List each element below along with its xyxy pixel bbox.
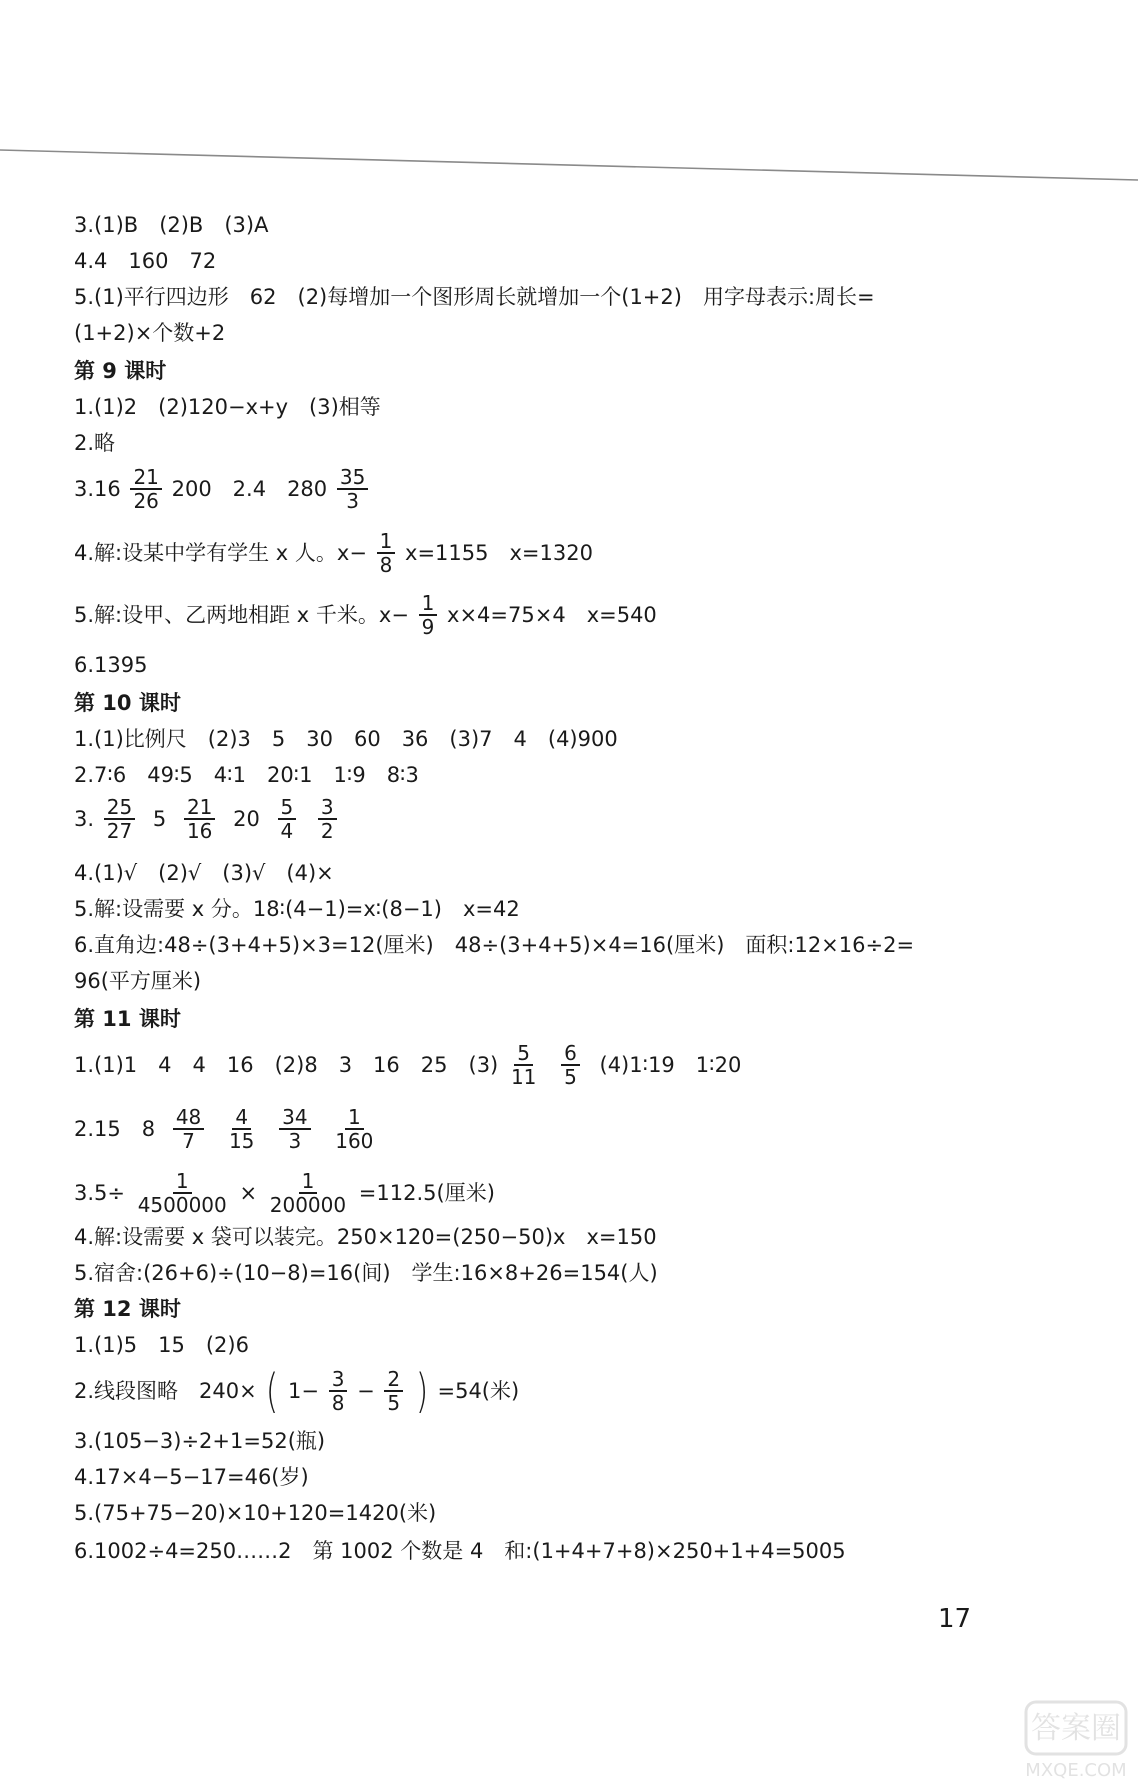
numerator: 5 bbox=[278, 796, 297, 820]
text-segment: 2.15 8 bbox=[74, 1117, 156, 1141]
watermark-logo bbox=[1020, 1696, 1132, 1784]
denominator: 7 bbox=[182, 1129, 195, 1153]
fraction bbox=[419, 592, 438, 638]
fraction bbox=[278, 796, 297, 842]
fraction bbox=[384, 1368, 403, 1414]
answer-line: 2.7∶6 49∶5 4∶1 20∶1 1∶9 8∶3 bbox=[74, 763, 419, 787]
answer-line: 4.解:设需要 x 袋可以装完。250×120=(250−50)x x=150 bbox=[74, 1225, 657, 1249]
text-segment: 1.(1)1 4 4 16 (2)8 3 16 25 (3) bbox=[74, 1053, 499, 1077]
svg-text:答案圈: 答案圈 bbox=[1031, 1711, 1121, 1746]
answer-line: 1.(1)5 15 (2)6 bbox=[74, 1333, 249, 1357]
denominator: 3 bbox=[346, 489, 359, 513]
fraction bbox=[377, 530, 396, 576]
answer-line: 6.直角边:48÷(3+4+5)×3=12(厘米) 48÷(3+4+5)×4=16(厘米) 面积:12×16÷2= bbox=[74, 933, 915, 957]
numerator: 1 bbox=[419, 592, 438, 616]
answer-line bbox=[74, 1106, 379, 1152]
answer-line: 6.1002÷4=250……2 第 1002 个数是 4 和:(1+4+7+8)×250+1+4=5005 bbox=[74, 1539, 846, 1563]
denominator: 200000 bbox=[269, 1193, 347, 1217]
fraction bbox=[329, 1368, 348, 1414]
fraction bbox=[104, 796, 135, 842]
fraction bbox=[561, 1042, 580, 1088]
left-paren: ( bbox=[266, 1364, 279, 1418]
denominator: 27 bbox=[106, 819, 133, 843]
numerator: 1 bbox=[173, 1170, 192, 1194]
denominator: 3 bbox=[288, 1129, 302, 1153]
numerator: 1 bbox=[299, 1170, 318, 1194]
numerator: 1 bbox=[345, 1106, 364, 1130]
text-segment: 5 bbox=[152, 807, 167, 831]
denominator: 160 bbox=[335, 1129, 374, 1153]
answer-line: 4.(1)√ (2)√ (3)√ (4)× bbox=[74, 861, 334, 885]
denominator: 9 bbox=[421, 615, 435, 639]
fraction bbox=[318, 796, 337, 842]
denominator: 5 bbox=[564, 1065, 577, 1089]
answer-line bbox=[74, 796, 340, 842]
section-heading: 第 9 课时 bbox=[74, 359, 167, 383]
answer-line: 3.(1)B (2)B (3)A bbox=[74, 213, 269, 237]
right-paren: ) bbox=[415, 1364, 429, 1418]
answer-line: 5.解:设需要 x 分。18∶(4−1)=x∶(8−1) x=42 bbox=[74, 897, 520, 921]
answer-line: 4.4 160 72 bbox=[74, 249, 217, 273]
denominator: 5 bbox=[387, 1391, 401, 1415]
denominator: 11 bbox=[510, 1065, 537, 1089]
fraction bbox=[226, 1106, 257, 1152]
numerator: 5 bbox=[514, 1042, 533, 1066]
fraction bbox=[135, 1170, 230, 1216]
text-segment: 200 2.4 280 bbox=[171, 477, 328, 501]
answer-line: 4.17×4−5−17=46(岁) bbox=[74, 1465, 309, 1489]
fraction bbox=[337, 466, 368, 512]
denominator: 4 bbox=[280, 819, 294, 843]
text-segment: × bbox=[239, 1181, 258, 1205]
header-rule bbox=[0, 146, 1138, 182]
answer-line: 5.(1)平行四边形 62 (2)每增加一个图形周长就增加一个(1+2) 用字母表示:周长= bbox=[74, 285, 875, 309]
section-heading: 第 11 课时 bbox=[74, 1007, 181, 1031]
text-segment: (4)1∶19 1∶20 bbox=[599, 1053, 742, 1077]
denominator: 8 bbox=[379, 553, 393, 577]
answer-line: 5.(75+75−20)×10+120=1420(米) bbox=[74, 1501, 437, 1525]
text-segment: x=1155 x=1320 bbox=[405, 541, 593, 565]
fraction bbox=[279, 1106, 310, 1152]
fraction bbox=[267, 1170, 349, 1216]
page-number: 17 bbox=[938, 1604, 972, 1634]
answer-line: 2.略 bbox=[74, 431, 116, 455]
svg-text:MXQE.COM: MXQE.COM bbox=[1025, 1760, 1127, 1781]
text-segment: x×4=75×4 x=540 bbox=[447, 603, 657, 627]
text-segment: 2.线段图略 240× bbox=[74, 1379, 257, 1403]
text-segment: 1− bbox=[288, 1379, 320, 1403]
text-segment: =112.5(厘米) bbox=[358, 1181, 495, 1205]
answer-line bbox=[74, 466, 371, 512]
answer-line: 6.1395 bbox=[74, 653, 148, 677]
numerator: 4 bbox=[232, 1106, 251, 1130]
numerator: 34 bbox=[279, 1106, 310, 1130]
denominator: 8 bbox=[331, 1391, 345, 1415]
numerator: 3 bbox=[329, 1368, 348, 1392]
fraction bbox=[130, 466, 161, 512]
section-heading: 第 12 课时 bbox=[74, 1297, 181, 1321]
fraction bbox=[508, 1042, 539, 1088]
denominator: 15 bbox=[228, 1129, 255, 1153]
denominator: 16 bbox=[186, 819, 213, 843]
numerator: 2 bbox=[384, 1368, 403, 1392]
numerator: 1 bbox=[377, 530, 396, 554]
text-segment: 3.16 bbox=[74, 477, 121, 501]
answer-line bbox=[74, 1042, 741, 1088]
denominator: 2 bbox=[320, 819, 334, 843]
text-segment: 20 bbox=[233, 807, 260, 831]
answer-line: 5.宿舍:(26+6)÷(10−8)=16(间) 学生:16×8+26=154(人) bbox=[74, 1261, 658, 1285]
answer-line bbox=[74, 1366, 519, 1416]
denominator: 26 bbox=[133, 489, 159, 513]
fraction bbox=[332, 1106, 376, 1152]
numerator: 48 bbox=[173, 1106, 204, 1130]
text-segment: − bbox=[357, 1379, 375, 1403]
text-segment: 4.解:设某中学有学生 x 人。x− bbox=[74, 541, 367, 565]
numerator: 3 bbox=[318, 796, 337, 820]
answer-line: (1+2)×个数+2 bbox=[74, 321, 226, 345]
denominator: 4500000 bbox=[137, 1193, 227, 1217]
numerator: 21 bbox=[184, 796, 215, 820]
text-segment: =54(米) bbox=[437, 1379, 520, 1403]
answer-line: 1.(1)2 (2)120−x+y (3)相等 bbox=[74, 395, 381, 419]
section-heading: 第 10 课时 bbox=[74, 691, 181, 715]
answer-line bbox=[74, 592, 657, 638]
answer-line: 96(平方厘米) bbox=[74, 969, 202, 993]
text-segment: 3. bbox=[74, 807, 95, 831]
numerator: 35 bbox=[337, 466, 368, 490]
numerator: 6 bbox=[561, 1042, 580, 1066]
numerator: 21 bbox=[130, 466, 161, 490]
answer-line: 1.(1)比例尺 (2)3 5 30 60 36 (3)7 4 (4)900 bbox=[74, 727, 618, 751]
fraction bbox=[173, 1106, 204, 1152]
answer-line bbox=[74, 530, 593, 576]
fraction bbox=[184, 796, 215, 842]
numerator: 25 bbox=[104, 796, 135, 820]
answer-line bbox=[74, 1170, 495, 1216]
answer-line: 3.(105−3)÷2+1=52(瓶) bbox=[74, 1429, 326, 1453]
text-segment: 5.解:设甲、乙两地相距 x 千米。x− bbox=[74, 603, 409, 627]
text-segment: 3.5÷ bbox=[74, 1181, 125, 1205]
